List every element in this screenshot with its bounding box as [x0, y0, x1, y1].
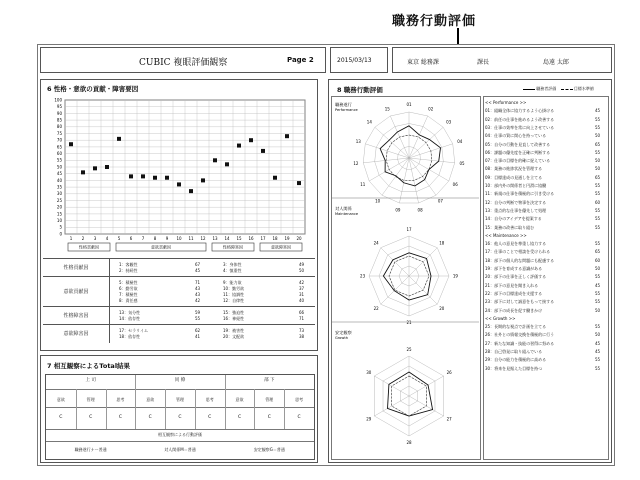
factor-name: 9：能力欲	[223, 280, 242, 285]
group-label: 意欲貢献因	[151, 244, 171, 250]
factor-name: 5：積極性	[119, 280, 138, 285]
factor-value: 73	[299, 328, 305, 333]
factor-name: 18：依存性	[119, 334, 141, 339]
item-value: 45	[595, 340, 601, 346]
item-text: 17：仕事のことで相談を受けられる	[485, 249, 551, 255]
y-tick-label: 20	[56, 204, 62, 210]
item-text: 27：新たな知識・技能の習得に努める	[485, 340, 555, 346]
radar-name: 職務遂行	[335, 102, 352, 107]
item-heading	[485, 316, 603, 321]
radar-axis-label: 24	[373, 240, 379, 246]
item-row	[485, 200, 603, 206]
y-tick-label: 65	[56, 144, 62, 150]
rater-value: C	[89, 415, 93, 420]
factor-row-label: 性格障害因	[43, 307, 110, 325]
item-value: 45	[595, 108, 601, 114]
rater-col: 意欲	[146, 397, 155, 402]
item-row	[485, 341, 603, 347]
x-tick-label: 6	[129, 236, 133, 241]
item-text: 07：仕事の目標を的確に捉えている	[485, 158, 551, 164]
item-row	[485, 117, 603, 123]
factor-value: 43	[195, 292, 201, 297]
item-text: 24：部下の成長を促す働きかけ	[485, 307, 543, 313]
x-tick-label: 15	[236, 236, 242, 241]
radar-axis-label: 30	[366, 370, 372, 376]
item-value: 55	[595, 299, 601, 305]
factor-value: 31	[299, 292, 305, 297]
item-text: 16：他人の意見を尊重し協力する	[485, 241, 547, 247]
legend-a: 職務者評価	[536, 86, 557, 91]
factor-name: 20：文配欲	[223, 334, 245, 339]
item-value: 60	[595, 199, 601, 205]
factor-value: 45	[195, 268, 201, 273]
item-text: 08：業務の進捗状況を管理する	[485, 166, 543, 172]
item-row	[485, 266, 603, 272]
factor-value: 37	[299, 286, 305, 291]
role: 課長	[477, 59, 490, 66]
rater-col: 思考	[116, 397, 125, 402]
radar-axis-label: 27	[446, 416, 452, 422]
item-row	[485, 324, 603, 330]
radar-axis-label: 25	[406, 347, 412, 352]
mutual-footer-item: 安定観察G＝普通	[253, 447, 285, 452]
radar-axis-label: 23	[360, 273, 366, 279]
radar-axis-label: 17	[406, 227, 412, 232]
factor-name: 12：自律性	[223, 298, 245, 303]
item-text: 22：部下の目標達成を支援する	[485, 290, 543, 296]
date-box	[330, 47, 388, 73]
y-tick-label: 70	[56, 137, 62, 143]
rater-col: 意欲	[235, 397, 244, 402]
x-tick-label: 12	[200, 236, 206, 241]
y-tick-label: 90	[56, 110, 62, 116]
item-value: 55	[595, 290, 601, 296]
radar-sub: Maintenance	[335, 212, 359, 216]
person-name: 島遠 太郎	[543, 59, 569, 66]
factor-name: 19：被害性	[223, 328, 245, 333]
radar-axis-label: 13	[355, 138, 361, 144]
x-tick-label: 16	[248, 236, 254, 241]
item-text: 21：部下の意見を聞き入れる	[485, 282, 539, 288]
group-label: 意欲障害因	[271, 244, 291, 250]
item-row	[485, 125, 603, 131]
factor-value: 71	[195, 280, 201, 285]
item-row	[485, 274, 603, 280]
item-value: 55	[595, 274, 601, 280]
item-value: 55	[595, 241, 601, 247]
y-tick-label: 35	[56, 184, 62, 190]
item-text: 18：部下の個人的な問題にも配慮する	[485, 257, 555, 263]
item-text: 02：前任の仕事を進めるよう改善する	[485, 116, 555, 122]
factor-value: 66	[299, 310, 305, 315]
item-row	[485, 332, 603, 338]
radar-axis-label: 08	[417, 207, 423, 213]
radar-axis-label: 10	[375, 198, 381, 204]
item-row	[485, 208, 603, 214]
factor-name: 14：依存性	[119, 316, 141, 321]
factor-value: 55	[195, 316, 201, 321]
item-row	[485, 225, 603, 231]
item-text: 10：部内外の関係者と円滑に協働	[485, 183, 547, 188]
rater-col: 管理	[265, 397, 274, 402]
radar-axis-label: 22	[373, 306, 379, 312]
item-row	[485, 249, 603, 255]
radar-axis-label: 20	[439, 306, 445, 312]
item-value: 50	[595, 266, 601, 271]
report-date: 2015/03/13	[337, 57, 372, 64]
x-tick-label: 18	[272, 236, 278, 241]
item-value: 55	[595, 149, 601, 155]
factor-value: 43	[195, 286, 201, 291]
radar-axis-label: 11	[360, 182, 366, 188]
item-row	[485, 357, 603, 363]
report-title: CUBIC 複眼評価観察	[139, 58, 228, 68]
legend	[523, 87, 594, 91]
section-6-title: 6 性格・意欲の貢献・障害要因	[47, 85, 139, 93]
factor-row-label: 意欲貢献因	[43, 277, 110, 307]
item-heading	[485, 233, 603, 238]
y-tick-label: 15	[56, 211, 62, 217]
x-tick-label: 19	[284, 236, 290, 241]
y-tick-label: 60	[56, 151, 62, 156]
rater-group: 部 下	[264, 378, 275, 383]
y-tick-label: 30	[56, 191, 62, 197]
item-value: 55	[595, 216, 601, 222]
radar-axis-label: 28	[406, 439, 412, 445]
y-tick-label: 50	[56, 164, 62, 170]
item-row	[485, 183, 603, 189]
radar-axis-label: 01	[406, 102, 412, 108]
item-value: 45	[595, 349, 601, 354]
factor-value: 42	[299, 280, 305, 285]
radar-axis-label: 09	[395, 207, 401, 213]
x-tick-label: 11	[188, 236, 194, 241]
item-value: 65	[595, 174, 601, 180]
factor-name: 7：積極性	[119, 292, 138, 297]
y-tick-label: 55	[56, 157, 62, 163]
item-value: 55	[595, 357, 601, 363]
item-row	[485, 308, 603, 314]
item-row	[485, 133, 603, 139]
factor-name: 4：慎重性	[223, 268, 242, 273]
item-row	[485, 191, 603, 197]
factor-row-label: 性格貢献因	[43, 259, 110, 277]
item-value: 65	[595, 141, 601, 147]
item-row	[485, 158, 603, 164]
group-label: 性格障害因	[223, 244, 243, 250]
x-tick-label: 4	[105, 236, 109, 241]
y-tick-label: 75	[56, 130, 62, 136]
item-value: 55	[595, 224, 601, 230]
item-value: 50	[595, 158, 601, 164]
factor-value: 49	[299, 262, 305, 267]
item-text: 11：新規の仕事を積極的に引き受ける	[485, 191, 555, 197]
item-text: 30：将来を見据えた目標を持つ	[485, 365, 543, 371]
radar-axis-label: 02	[428, 106, 434, 112]
rater-col: 管理	[86, 397, 95, 402]
x-tick-label: 2	[81, 236, 85, 241]
x-tick-label: 7	[141, 236, 145, 241]
rater-value: C	[237, 415, 242, 420]
radar-axis-label: 05	[459, 160, 465, 166]
item-row	[485, 150, 603, 156]
x-tick-label: 14	[224, 236, 230, 241]
y-tick-label: 5	[59, 224, 62, 230]
rater-value: C	[178, 415, 182, 420]
rater-value: C	[297, 415, 301, 420]
rater-col: 思考	[205, 397, 214, 402]
rater-value: C	[118, 415, 122, 420]
y-tick-label: 10	[56, 218, 62, 223]
radar-axis-label: 15	[384, 106, 390, 112]
radar-axis-label: 26	[446, 370, 452, 376]
item-text: 05：自分の行動を見直して改善する	[485, 141, 551, 147]
radar-axis-label: 19	[452, 273, 458, 279]
rater-group: 同 僚	[174, 378, 186, 383]
mutual-footer-item: 職務遂行ナー普通	[74, 447, 107, 452]
item-row	[485, 108, 603, 114]
factor-name: 1：客観性	[119, 262, 138, 267]
item-row	[485, 166, 603, 172]
item-value: 45	[595, 282, 601, 288]
item-text: 23：部下に対して誠意をもって接する	[485, 299, 555, 305]
y-tick-label: 80	[56, 124, 62, 130]
radar-axis-label: 03	[446, 119, 452, 125]
item-text: 13：重点的な仕事を優先して処理	[485, 207, 547, 213]
x-tick-label: 8	[153, 236, 157, 241]
x-tick-label: 9	[165, 236, 169, 241]
factor-name: 3：身体性	[223, 262, 242, 267]
radar-axis-label: 07	[437, 198, 443, 204]
item-value: 55	[595, 191, 601, 197]
item-value: 60	[595, 257, 601, 263]
item-row	[485, 291, 603, 297]
item-row	[485, 142, 603, 148]
item-text: 28：自己啓発に取り組んでいる	[485, 349, 543, 354]
item-value: 65	[595, 249, 601, 255]
factor-name: 15：強迫性	[223, 310, 245, 315]
factor-value: 67	[195, 262, 201, 267]
item-value: 50	[595, 307, 601, 313]
dept: 東京 総務課	[407, 59, 439, 66]
item-text: 12：自分の判断で物事を決定する	[485, 199, 547, 205]
x-tick-label: 5	[117, 236, 121, 241]
item-value: 55	[595, 183, 601, 188]
item-text: 25：長期的な視点で計画を立てる	[485, 324, 547, 330]
item-value: 55	[595, 207, 601, 213]
factor-name: 10：勤労欲	[223, 286, 245, 291]
x-tick-label: 20	[296, 236, 302, 241]
item-row	[485, 283, 603, 289]
rater-value: C	[208, 415, 212, 420]
factor-row-label: 意欲障害因	[43, 325, 110, 343]
y-tick-label: 45	[56, 171, 62, 177]
factor-value: 50	[299, 268, 305, 273]
item-text: 29：自分の能力を積極的に高める	[485, 357, 547, 363]
section-8-title: 8 職務行動評価	[337, 86, 383, 94]
rater-col: 管理	[175, 397, 184, 402]
person-box	[392, 47, 612, 73]
item-row	[485, 241, 603, 247]
y-tick-label: 25	[56, 197, 62, 203]
factor-value: 62	[195, 328, 201, 333]
legend-b: 目標水準値	[573, 86, 594, 91]
factor-value: 41	[195, 334, 201, 339]
item-text: 03：仕事の効率を常に向上させている	[485, 124, 555, 130]
page-number: Page 2	[287, 56, 314, 64]
item-text: << Growth >>	[485, 315, 516, 321]
factor-name: 17：セラリイム	[119, 328, 148, 333]
factor-name: 8：責任感	[119, 298, 138, 303]
item-row	[485, 258, 603, 264]
item-value: 55	[595, 124, 601, 130]
rater-col: 意欲	[56, 397, 65, 402]
x-tick-label: 13	[212, 236, 218, 241]
rater-value: C	[267, 415, 271, 420]
item-text: 09：目標達成の見通しを立てる	[485, 174, 543, 180]
factor-name: 16：神経性	[223, 316, 245, 321]
x-tick-label: 1	[69, 236, 73, 241]
rater-col: 思考	[295, 397, 304, 402]
item-row	[485, 366, 603, 372]
factor-name: 13：気分性	[119, 310, 141, 315]
x-tick-label: 17	[260, 236, 266, 241]
radar-axis-label: 12	[353, 160, 359, 166]
item-value: 55	[595, 116, 601, 122]
section-8	[328, 79, 612, 463]
rater-group: 上 司	[85, 378, 96, 383]
factor-value: 59	[195, 310, 201, 315]
y-tick-label: 40	[56, 177, 62, 183]
item-value: 50	[595, 133, 601, 139]
radar-axis-label: 14	[366, 119, 372, 125]
radar-axis-label: 18	[439, 240, 445, 246]
radar-name: 対人関係	[335, 206, 352, 211]
y-tick-label: 100	[54, 97, 62, 103]
factor-value: 71	[299, 316, 305, 321]
y-tick-label: 85	[56, 117, 62, 123]
item-value: 50	[595, 332, 601, 338]
radar-axis-label: 06	[452, 182, 458, 188]
factor-value: 42	[195, 298, 201, 303]
item-text: 19：部下を育成する意識がある	[485, 266, 543, 271]
item-text: 15：業務の改善に取り組む	[485, 224, 535, 230]
y-tick-label: 95	[56, 104, 62, 110]
radar-axis-label: 21	[406, 319, 412, 325]
item-row	[485, 299, 603, 305]
item-text: 01：組織全体に協力するよう心掛ける	[485, 108, 555, 114]
radar-axis-label: 29	[366, 416, 372, 422]
item-list	[0, 100, 601, 456]
y-tick-label: 0	[59, 231, 62, 237]
factor-value: 38	[299, 334, 305, 339]
section-7-title: 7 相互観察によるTotal結果	[47, 362, 131, 370]
item-text: 14：自分のアイデアを提案する	[485, 216, 542, 222]
title-box	[40, 47, 326, 73]
rater-value: C	[59, 415, 63, 420]
mutual-footer-item: 対人関係M＝普通	[164, 447, 196, 452]
item-text: << Maintenance >>	[485, 232, 527, 238]
factor-name: 6：勤労欲	[119, 286, 138, 291]
factor-name: 11：協調性	[223, 292, 245, 297]
radar-sub: Performance	[335, 108, 358, 112]
report-sheet	[37, 44, 615, 466]
item-value: 50	[595, 166, 601, 172]
item-text: 06：課題の優先度を正確に判断する	[485, 149, 551, 155]
item-text: 04：仕事の質に関心を持っている	[485, 133, 547, 139]
item-text: 20：部下の仕事を正しく評価する	[485, 274, 547, 280]
item-heading	[485, 100, 603, 105]
item-text: << Performance >>	[485, 100, 527, 105]
item-text: 26：社外との情報交換を積極的に行う	[485, 332, 555, 338]
rater-value: C	[148, 415, 152, 420]
radar-sub: Growth	[335, 336, 349, 340]
group-label: 性格貢献因	[79, 244, 99, 250]
radar-axis-label: 04	[457, 138, 463, 144]
annotation-label: 職務行動評価	[392, 14, 477, 29]
item-row	[485, 216, 603, 222]
factor-value: 40	[299, 298, 305, 303]
item-row	[485, 349, 603, 355]
x-tick-label: 3	[93, 236, 97, 241]
mutual-footer-title: 相互観察による行動評価	[158, 432, 202, 437]
x-tick-label: 10	[176, 236, 182, 241]
item-value: 55	[595, 365, 601, 371]
item-value: 55	[595, 324, 601, 330]
item-row	[485, 175, 603, 181]
factor-name: 2：持続性	[119, 268, 138, 273]
radar-name: 安定観察	[335, 330, 352, 335]
